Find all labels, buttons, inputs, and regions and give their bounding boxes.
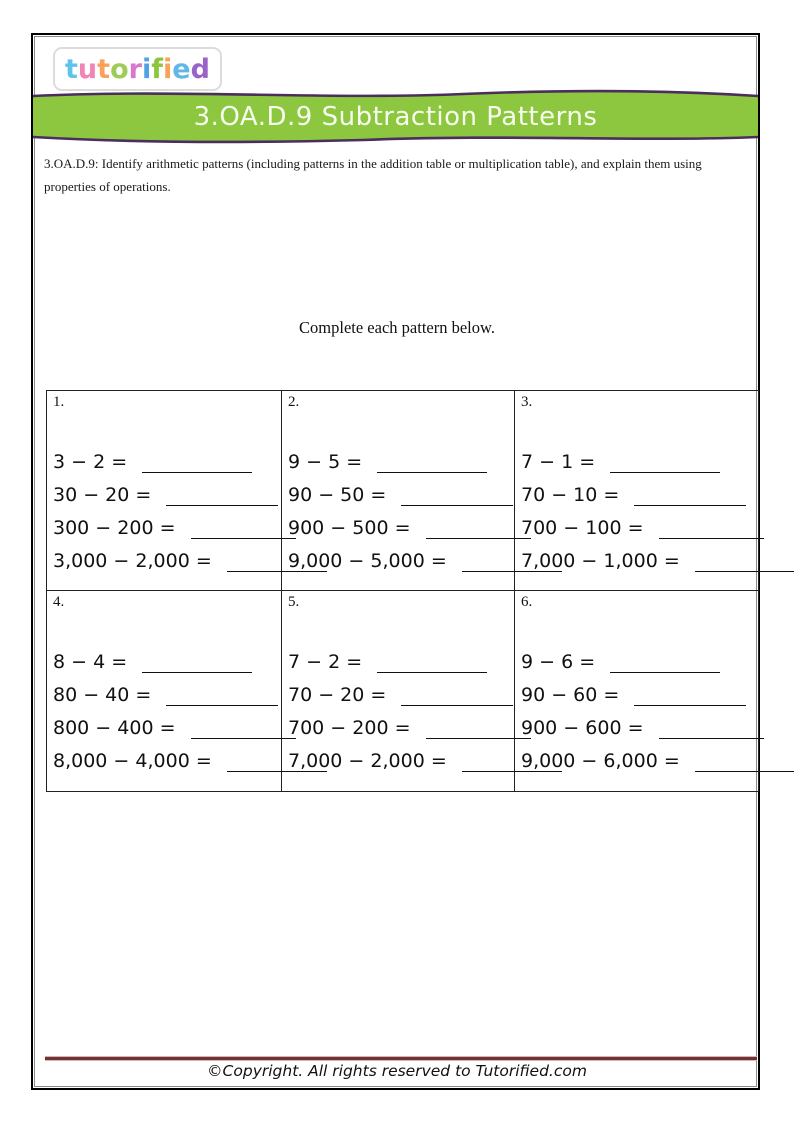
subtraction-problem: [288, 484, 514, 517]
problem-expression: 7 − 1 =: [521, 451, 596, 473]
copyright-text: ©Copyright. All rights reserved to Tutorified.com: [207, 1062, 587, 1080]
problem-cell: [47, 591, 282, 791]
subtraction-problem: [288, 517, 514, 550]
instruction-text: Complete each pattern below.: [299, 318, 495, 337]
answer-blank: [610, 671, 720, 673]
answer-blank: [695, 770, 794, 772]
problem-rows: [521, 651, 758, 783]
logo-letter: u: [77, 53, 98, 85]
answer-blank: [659, 537, 764, 539]
problem-expression: 7,000 − 2,000 =: [288, 750, 447, 772]
problem-expression: 70 − 20 =: [288, 684, 387, 706]
problem-expression: 900 − 600 =: [521, 717, 644, 739]
worksheet-title: 3.OA.D.9 Subtraction Patterns: [193, 102, 598, 132]
problem-rows: [288, 651, 514, 783]
subtraction-problem: [521, 451, 758, 484]
answer-blank: [377, 671, 487, 673]
problem-expression: 8,000 − 4,000 =: [53, 750, 212, 772]
logo-letter: f: [151, 53, 163, 85]
subtraction-problem: [53, 717, 281, 750]
subtraction-problem: [521, 550, 758, 583]
answer-blank: [142, 671, 252, 673]
subtraction-problem: [521, 484, 758, 517]
logo-letter: o: [110, 53, 129, 85]
answer-blank: [166, 504, 278, 506]
subtraction-problem: [521, 717, 758, 750]
footer-divider: [45, 1056, 757, 1061]
subtraction-problem: [53, 451, 281, 484]
logo-letter: i: [162, 53, 173, 85]
subtraction-problem: [53, 550, 281, 583]
problem-expression: 9 − 5 =: [288, 451, 363, 473]
problem-expression: 300 − 200 =: [53, 517, 176, 539]
logo-letter: d: [190, 53, 210, 85]
problem-cell: [47, 391, 282, 591]
logo-letter: r: [128, 53, 142, 85]
problem-expression: 3 − 2 =: [53, 451, 128, 473]
subtraction-problem: [521, 684, 758, 717]
subtraction-problem: [53, 750, 281, 783]
problem-number: 3.: [521, 394, 533, 410]
problem-expression: 70 − 10 =: [521, 484, 620, 506]
subtraction-problem: [521, 651, 758, 684]
answer-blank: [401, 504, 513, 506]
logo-letter: e: [172, 53, 191, 85]
problem-rows: [288, 451, 514, 583]
answer-blank: [191, 737, 296, 739]
subtraction-problem: [288, 684, 514, 717]
problem-expression: 80 − 40 =: [53, 684, 152, 706]
problem-expression: 8 − 4 =: [53, 651, 128, 673]
answer-blank: [610, 471, 720, 473]
problem-cell: [282, 391, 515, 591]
subtraction-problem: [53, 684, 281, 717]
subtraction-problem: [288, 651, 514, 684]
problem-expression: 90 − 50 =: [288, 484, 387, 506]
answer-blank: [659, 737, 764, 739]
problem-rows: [521, 451, 758, 583]
problem-expression: 9 − 6 =: [521, 651, 596, 673]
title-banner: [33, 87, 758, 145]
answer-blank: [377, 471, 487, 473]
answer-blank: [695, 570, 794, 572]
tutorified-logo: [53, 47, 222, 91]
problem-cell: [282, 591, 515, 791]
problem-expression: 7 − 2 =: [288, 651, 363, 673]
problems-table: [46, 390, 759, 792]
problem-cell: [515, 591, 758, 791]
logo-letter: t: [65, 53, 78, 85]
problem-expression: 900 − 500 =: [288, 517, 411, 539]
problem-expression: 700 − 200 =: [288, 717, 411, 739]
answer-blank: [634, 504, 746, 506]
problem-expression: 800 − 400 =: [53, 717, 176, 739]
problem-expression: 9,000 − 5,000 =: [288, 550, 447, 572]
problem-expression: 7,000 − 1,000 =: [521, 550, 680, 572]
problem-cell: [515, 391, 758, 591]
subtraction-problem: [288, 550, 514, 583]
answer-blank: [634, 704, 746, 706]
problem-number: 5.: [288, 594, 300, 610]
subtraction-problem: [288, 451, 514, 484]
problem-expression: 3,000 − 2,000 =: [53, 550, 212, 572]
answer-blank: [401, 704, 513, 706]
problem-expression: 700 − 100 =: [521, 517, 644, 539]
answer-blank: [142, 471, 252, 473]
problem-rows: [53, 451, 281, 583]
standard-description: 3.OA.D.9: Identify arithmetic patterns (including patterns in the addition table or multiplication table), and explain them using properties of operations.: [44, 156, 702, 194]
logo-letter: t: [97, 53, 111, 85]
answer-blank: [166, 704, 278, 706]
problem-number: 1.: [53, 394, 65, 410]
logo-letter: i: [141, 53, 152, 85]
subtraction-problem: [53, 651, 281, 684]
problem-expression: 90 − 60 =: [521, 684, 620, 706]
answer-blank: [191, 537, 296, 539]
subtraction-problem: [53, 517, 281, 550]
subtraction-problem: [521, 517, 758, 550]
problem-expression: 30 − 20 =: [53, 484, 152, 506]
subtraction-problem: [521, 750, 758, 783]
problem-number: 4.: [53, 594, 65, 610]
subtraction-problem: [288, 750, 514, 783]
problem-expression: 9,000 − 6,000 =: [521, 750, 680, 772]
problem-number: 2.: [288, 394, 300, 410]
problem-number: 6.: [521, 594, 533, 610]
subtraction-problem: [53, 484, 281, 517]
subtraction-problem: [288, 717, 514, 750]
problem-rows: [53, 651, 281, 783]
